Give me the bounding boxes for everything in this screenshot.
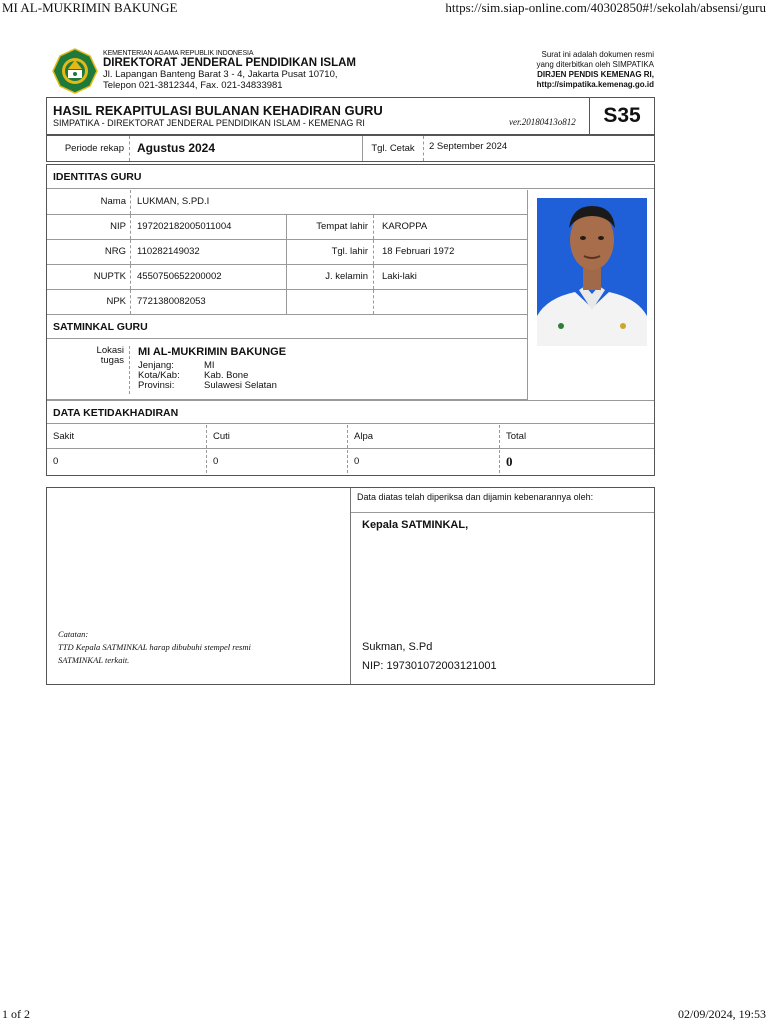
print-footer	[0, 1008, 768, 1024]
nuptk-label: NUPTK	[47, 265, 131, 289]
ministry-name: KEMENTERIAN AGAMA REPUBLIK INDONESIA	[103, 50, 254, 57]
npk-empty-label	[286, 290, 374, 314]
report-subtitle: SIMPATIKA - DIREKTORAT JENDERAL PENDIDIKAN ISLAM - KEMENAG RI	[53, 118, 365, 128]
nrg-value: 110282149032	[137, 246, 200, 257]
signature-box	[46, 487, 655, 685]
report-version: ver.20180413o812	[509, 117, 576, 127]
section-satminkal: SATMINKAL GURU	[47, 315, 527, 339]
tgl-lahir-value: 18 Februari 1972	[382, 246, 455, 257]
tgl-cetak-value: 2 September 2024	[429, 141, 508, 152]
tempat-lahir-value: KAROPPA	[382, 221, 428, 232]
catatan-line-2: SATMINKAL terkait.	[58, 655, 130, 665]
notice-line-4: http://simpatika.kemenag.go.id	[536, 80, 654, 89]
jenjang-label: Jenjang:	[138, 360, 174, 371]
teacher-photo	[537, 198, 647, 346]
nrg-label: NRG	[47, 240, 131, 264]
sakit-value: 0	[47, 450, 207, 473]
row-nuptk	[47, 265, 527, 290]
phone: Telepon 021-3812344, Fax. 021-34833981	[103, 80, 283, 91]
tgl-cetak-label: Tgl. Cetak	[362, 136, 424, 161]
signature-divider	[350, 488, 351, 684]
npk-value: 7721380082053	[137, 296, 206, 307]
identity-box	[46, 164, 655, 476]
sakit-label: Sakit	[47, 425, 207, 448]
page-number: 1 of 2	[2, 1007, 30, 1021]
print-header	[0, 0, 768, 16]
lokasi-label	[47, 346, 130, 394]
jkel-label: J. kelamin	[286, 265, 374, 289]
provinsi-row	[138, 381, 277, 391]
alpa-value: 0	[348, 450, 500, 473]
signer-position: Kepala SATMINKAL,	[362, 519, 469, 531]
signer-nip: NIP: 197301072003121001	[362, 660, 497, 672]
kemenag-logo-icon	[52, 48, 98, 94]
jenjang-value: MI	[204, 360, 215, 371]
jkel-value: Laki-laki	[382, 271, 417, 282]
photo-divider	[527, 190, 528, 400]
madrasah-name: MI AL-MUKRIMIN BAKUNGE	[138, 346, 287, 358]
lokasi-label-2: tugas	[100, 355, 124, 366]
npk-label: NPK	[47, 290, 131, 314]
catatan-line-1: TTD Kepala SATMINKAL harap dibubuhi stempel resmi	[58, 642, 251, 652]
absence-header-row	[47, 425, 654, 449]
periode-row	[46, 135, 655, 162]
letterhead	[103, 50, 356, 91]
notice-line-3: DIRJEN PENDIS KEMENAG RI,	[537, 70, 654, 79]
row-nrg	[47, 240, 527, 265]
provinsi-label: Provinsi:	[138, 380, 175, 391]
section-identitas: IDENTITAS GURU	[47, 165, 654, 189]
periode-value: Agustus 2024	[137, 141, 216, 155]
notice-line-2: yang diterbitkan oleh SIMPATIKA	[536, 60, 654, 69]
kota-label: Kota/Kab:	[138, 370, 180, 381]
nip-label: NIP	[47, 215, 131, 239]
nama-value: LUKMAN, S.PD.I	[137, 196, 210, 207]
absence-value-row	[47, 450, 654, 474]
cuti-label: Cuti	[207, 425, 348, 448]
periode-label: Periode rekap	[47, 136, 130, 161]
section-ketidakhadiran: DATA KETIDAKHADIRAN	[47, 400, 654, 424]
catatan	[58, 628, 251, 667]
statement-divider	[351, 512, 654, 513]
print-title: MI AL-MUKRIMIN BAKUNGE	[2, 0, 178, 15]
row-npk	[47, 290, 527, 315]
print-datetime: 02/09/2024, 19:53	[677, 1007, 766, 1021]
print-url: https://sim.siap-online.com/40302850#!/sekolah/absensi/guru	[445, 0, 766, 15]
row-nip	[47, 215, 527, 240]
signer-name: Sukman, S.Pd	[362, 641, 433, 653]
cuti-value: 0	[207, 450, 348, 473]
total-value: 0	[506, 454, 513, 469]
notice-line-1: Surat ini adalah dokumen resmi	[541, 50, 654, 59]
nama-label: Nama	[47, 190, 131, 214]
official-notice	[536, 50, 654, 90]
nuptk-value: 4550750652200002	[137, 271, 222, 282]
verification-statement: Data diatas telah diperiksa dan dijamin kebenarannya oleh:	[357, 492, 594, 502]
lokasi-tugas	[47, 340, 527, 400]
address: Jl. Lapangan Banteng Barat 3 - 4, Jakarta Pusat 10710,	[103, 69, 338, 80]
total-label: Total	[506, 431, 527, 442]
report-title-box	[46, 97, 655, 135]
catatan-title: Catatan:	[58, 629, 89, 639]
tgl-lahir-label: Tgl. lahir	[286, 240, 374, 264]
alpa-label: Alpa	[348, 425, 500, 448]
kota-value: Kab. Bone	[204, 370, 249, 381]
lokasi-label-1: Lokasi	[96, 345, 124, 356]
row-nama	[47, 190, 527, 215]
tempat-lahir-label: Tempat lahir	[286, 215, 374, 239]
provinsi-value: Sulawesi Selatan	[204, 380, 277, 391]
directorate-name: DIREKTORAT JENDERAL PENDIDIKAN ISLAM	[103, 57, 357, 69]
report-code: S35	[589, 98, 654, 134]
nip-value: 197202182005011004	[137, 221, 232, 232]
report-title: HASIL REKAPITULASI BULANAN KEHADIRAN GURU	[53, 103, 383, 118]
